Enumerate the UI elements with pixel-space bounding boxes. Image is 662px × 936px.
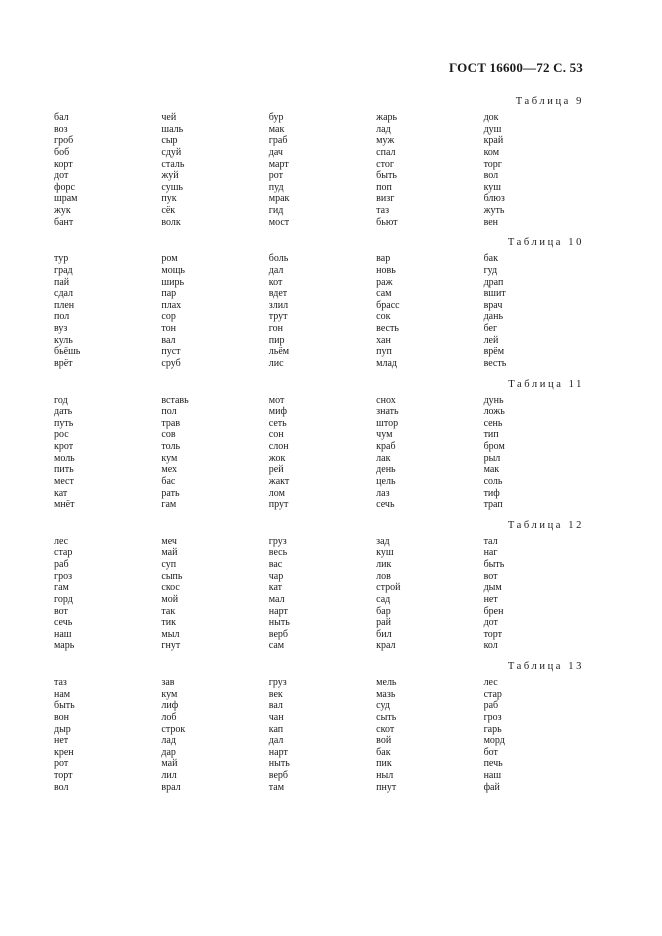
- table-cell: строй: [376, 582, 401, 594]
- table-cell: мест: [54, 475, 74, 487]
- table-cell: вот: [54, 605, 68, 617]
- table-column: [269, 253, 376, 369]
- table-cell: сруб: [161, 357, 181, 369]
- table-cell: гам: [54, 582, 69, 594]
- table-cell: рай: [376, 617, 391, 629]
- table-cell: суд: [376, 700, 390, 712]
- table-cell: пуст: [161, 346, 181, 358]
- table-cell: путь: [54, 417, 74, 429]
- table-cell: тур: [54, 253, 69, 265]
- word-table: [54, 378, 584, 511]
- table-cell: стог: [376, 158, 394, 170]
- table-column: [376, 395, 483, 511]
- table-cell: шаль: [161, 123, 184, 135]
- table-grid: [54, 112, 591, 228]
- table-cell: лов: [376, 570, 391, 582]
- table-cell: сыр: [161, 135, 178, 147]
- table-cell: вшит: [483, 288, 506, 300]
- table-cell: нет: [54, 735, 69, 747]
- table-cell: жуть: [483, 205, 505, 216]
- table-cell: рей: [268, 464, 284, 476]
- table-column: [269, 112, 376, 228]
- table-cell: спал: [376, 146, 396, 158]
- table-cell: мрак: [268, 193, 290, 205]
- table-cell: жук: [54, 205, 71, 216]
- table-cell: ложь: [483, 406, 505, 418]
- table-cell: тип: [483, 429, 499, 441]
- table-cell: тик: [161, 617, 176, 629]
- table-cell: нарт: [268, 605, 288, 617]
- table-cell: мнёт: [54, 499, 75, 511]
- table-cell: раб: [54, 559, 69, 570]
- table-cell: сад: [376, 593, 391, 605]
- table-cell: рыл: [483, 452, 501, 464]
- table-cell: вал: [268, 700, 283, 712]
- word-table: [54, 660, 584, 793]
- table-cell: рос: [54, 429, 69, 441]
- table-cell: плен: [54, 299, 75, 311]
- word-table: [54, 236, 584, 369]
- table-cell: жарь: [376, 112, 398, 123]
- table-cell: пол: [54, 311, 70, 323]
- table-cell: муж: [376, 135, 395, 147]
- table-cell: кум: [161, 688, 178, 700]
- table-cell: пуд: [268, 181, 284, 193]
- table-column: [54, 677, 161, 793]
- table-cell: торг: [483, 158, 502, 170]
- table-cell: век: [268, 688, 283, 700]
- table-cell: марь: [54, 640, 75, 652]
- table-cell: пол: [161, 406, 177, 418]
- word-table: [54, 519, 584, 652]
- table-cell: поп: [376, 181, 392, 193]
- table-column: [376, 536, 483, 652]
- table-cell: стар: [483, 688, 502, 700]
- table-column: [269, 395, 376, 511]
- table-cell: сечь: [54, 617, 73, 629]
- table-cell: вал: [161, 334, 176, 346]
- table-cell: млад: [376, 357, 398, 369]
- table-column: [376, 112, 483, 228]
- table-cell: пай: [54, 276, 70, 288]
- table-column: [54, 395, 161, 511]
- table-cell: дыр: [54, 723, 71, 735]
- table-cell: кум: [161, 452, 178, 464]
- table-cell: сыть: [376, 711, 397, 723]
- table-cell: строк: [161, 723, 186, 735]
- table-cell: чан: [268, 711, 284, 723]
- table-cell: наг: [483, 547, 498, 559]
- table-cell: наш: [54, 628, 72, 640]
- table-cell: блюз: [483, 193, 505, 205]
- table-cell: пар: [161, 288, 177, 300]
- table-cell: гроб: [54, 135, 74, 147]
- table-cell: трут: [268, 311, 288, 323]
- table-cell: кот: [268, 276, 283, 288]
- table-column: [269, 677, 376, 793]
- table-cell: бант: [54, 216, 74, 228]
- table-cell: май: [161, 547, 178, 559]
- table-cell: гуд: [483, 264, 498, 276]
- table-cell: бас: [161, 475, 176, 487]
- table-cell: лад: [161, 735, 176, 747]
- table-cell: гарь: [483, 723, 502, 735]
- table-cell: пуп: [376, 346, 392, 358]
- table-cell: прут: [268, 499, 289, 511]
- table-cell: кат: [54, 487, 68, 499]
- table-cell: чей: [161, 112, 177, 123]
- table-cell: брасс: [376, 299, 400, 311]
- table-cell: вставь: [161, 394, 189, 406]
- table-cell: сдуй: [161, 146, 182, 158]
- table-cell: гроз: [483, 711, 502, 723]
- table-cell: сыпь: [161, 570, 183, 582]
- table-cell: мель: [376, 677, 397, 688]
- table-cell: хан: [376, 334, 391, 346]
- table-cell: дал: [268, 264, 284, 276]
- table-cell: лик: [376, 559, 392, 570]
- table-cell: пик: [376, 758, 392, 770]
- table-cell: тиф: [483, 487, 500, 499]
- table-cell: корт: [54, 158, 73, 170]
- table-cell: ширь: [161, 276, 185, 288]
- table-title: Таблица 13: [507, 661, 584, 672]
- table-cell: сдал: [54, 288, 74, 300]
- table-cell: бег: [483, 323, 498, 334]
- table-cell: бил: [376, 628, 392, 640]
- table-cell: куль: [54, 334, 73, 346]
- table-cell: сон: [268, 429, 284, 441]
- table-cell: бар: [376, 605, 391, 617]
- table-cell: вон: [54, 711, 70, 723]
- table-cell: лак: [376, 452, 391, 464]
- table-cell: сам: [376, 288, 392, 300]
- table-cell: пук: [161, 193, 177, 205]
- table-cell: мал: [268, 593, 285, 605]
- table-cell: лаз: [376, 487, 390, 499]
- table-cell: мак: [483, 464, 500, 476]
- table-cell: груз: [268, 677, 287, 688]
- table-cell: граб: [268, 135, 288, 147]
- table-column: [161, 253, 268, 369]
- table-cell: боль: [268, 253, 289, 265]
- table-cell: май: [161, 758, 178, 770]
- table-cell: гон: [268, 323, 283, 334]
- table-cell: горд: [54, 593, 73, 605]
- table-cell: раб: [483, 700, 499, 712]
- table-cell: сов: [161, 429, 176, 441]
- table-cell: весть: [483, 357, 507, 369]
- table-cell: жуй: [161, 170, 179, 182]
- table-column: [161, 112, 268, 228]
- table-cell: бур: [268, 112, 284, 123]
- table-cell: ром: [161, 253, 178, 265]
- table-cell: краб: [376, 441, 396, 452]
- table-cell: душ: [483, 123, 502, 135]
- table-cell: мой: [161, 593, 179, 605]
- table-cell: знать: [376, 406, 399, 418]
- table-cell: лис: [268, 357, 284, 369]
- table-cell: миф: [268, 406, 287, 418]
- table-cell: бак: [376, 746, 391, 758]
- table-cell: март: [268, 158, 289, 170]
- table-cell: там: [268, 781, 285, 793]
- table-cell: нарт: [268, 746, 288, 758]
- table-cell: снох: [376, 394, 396, 406]
- table-cell: док: [483, 112, 499, 123]
- table-column: [484, 112, 591, 228]
- table-cell: сок: [376, 311, 391, 323]
- table-cell: крен: [54, 746, 74, 758]
- table-cell: нет: [483, 593, 498, 605]
- table-cell: стар: [54, 547, 73, 559]
- table-cell: весть: [376, 323, 399, 334]
- table-cell: дар: [161, 746, 176, 758]
- table-cell: вар: [376, 253, 391, 265]
- tables-container: [54, 95, 584, 801]
- table-cell: сёк: [161, 205, 176, 216]
- table-cell: вас: [268, 559, 283, 570]
- table-cell: драп: [483, 276, 504, 288]
- table-cell: мыл: [161, 628, 180, 640]
- table-cell: дать: [54, 406, 73, 418]
- table-cell: суп: [161, 559, 177, 570]
- table-cell: груз: [268, 535, 287, 547]
- table-cell: сечь: [376, 499, 395, 511]
- table-cell: врал: [161, 781, 181, 793]
- table-cell: скот: [376, 723, 395, 735]
- table-cell: фай: [483, 781, 500, 793]
- table-cell: таз: [54, 677, 67, 688]
- table-cell: пнут: [376, 781, 397, 793]
- table-cell: бром: [483, 441, 505, 452]
- table-cell: боб: [54, 146, 70, 158]
- table-cell: вуз: [54, 323, 68, 334]
- table-cell: так: [161, 605, 176, 617]
- table-cell: рот: [54, 758, 69, 770]
- table-cell: кол: [483, 640, 498, 652]
- table-cell: верб: [268, 770, 288, 781]
- table-cell: меч: [161, 535, 177, 547]
- table-cell: трап: [483, 499, 503, 511]
- table-cell: скос: [161, 582, 180, 594]
- table-cell: тал: [483, 535, 498, 547]
- table-cell: крот: [54, 441, 74, 452]
- table-cell: наш: [483, 770, 502, 781]
- table-cell: морд: [483, 735, 505, 747]
- table-cell: бьёшь: [54, 346, 81, 358]
- table-cell: торт: [54, 770, 73, 781]
- table-cell: мост: [268, 216, 290, 228]
- table-cell: моль: [54, 452, 75, 464]
- table-cell: дань: [483, 311, 504, 323]
- table-column: [376, 253, 483, 369]
- table-column: [269, 536, 376, 652]
- table-cell: лом: [268, 487, 285, 499]
- table-cell: пир: [268, 334, 285, 346]
- table-cell: слон: [268, 441, 289, 452]
- table-cell: жок: [268, 452, 286, 464]
- table-cell: сталь: [161, 158, 185, 170]
- table-cell: лад: [376, 123, 391, 135]
- table-cell: лес: [54, 535, 69, 547]
- table-cell: мазь: [376, 688, 396, 700]
- table-cell: мех: [161, 464, 178, 476]
- table-cell: вдет: [268, 288, 288, 300]
- table-cell: ныть: [268, 617, 290, 629]
- table-cell: жакт: [268, 475, 290, 487]
- table-cell: куш: [483, 181, 501, 193]
- table-column: [161, 395, 268, 511]
- table-cell: дал: [268, 735, 284, 747]
- table-cell: бал: [54, 112, 69, 123]
- table-cell: быть: [483, 559, 505, 570]
- table-title: Таблица 10: [507, 237, 584, 249]
- table-cell: ком: [483, 146, 500, 158]
- table-grid: [54, 253, 591, 369]
- table-cell: пить: [54, 464, 74, 476]
- table-cell: гнут: [161, 640, 181, 652]
- table-cell: нам: [54, 688, 71, 700]
- table-cell: лил: [161, 770, 177, 781]
- table-column: [54, 253, 161, 369]
- table-cell: куш: [376, 547, 394, 559]
- table-cell: новь: [376, 264, 396, 276]
- table-column: [484, 253, 591, 369]
- page-header: ГОСТ 16600—72 С. 53: [449, 60, 583, 75]
- table-cell: весь: [268, 547, 288, 559]
- table-cell: дым: [483, 582, 502, 594]
- table-cell: дот: [483, 617, 498, 629]
- table-cell: бот: [483, 746, 498, 758]
- table-cell: врач: [483, 299, 503, 311]
- table-cell: плах: [161, 299, 182, 311]
- table-column: [484, 536, 591, 652]
- table-grid: [54, 677, 591, 793]
- table-cell: чум: [376, 429, 393, 441]
- table-cell: лей: [483, 334, 499, 346]
- table-cell: тон: [161, 323, 176, 334]
- table-cell: трав: [161, 417, 181, 429]
- table-title: Таблица 12: [507, 519, 584, 531]
- word-table: [54, 95, 584, 228]
- table-cell: дунь: [483, 394, 504, 406]
- table-cell: град: [54, 264, 73, 276]
- table-cell: штор: [376, 417, 399, 429]
- table-column: [54, 112, 161, 228]
- table-cell: бьют: [376, 216, 398, 228]
- table-cell: ныл: [376, 770, 394, 781]
- table-cell: край: [483, 135, 504, 147]
- table-cell: гам: [161, 499, 177, 511]
- table-grid: [54, 536, 591, 652]
- table-cell: ныть: [268, 758, 290, 770]
- table-cell: сор: [161, 311, 176, 323]
- table-cell: день: [376, 464, 396, 476]
- table-cell: сеть: [268, 417, 287, 429]
- table-cell: гид: [268, 205, 284, 216]
- table-cell: мощь: [161, 264, 185, 276]
- table-cell: шрам: [54, 193, 78, 205]
- table-column: [484, 395, 591, 511]
- table-cell: год: [54, 394, 68, 406]
- table-cell: вол: [54, 781, 69, 793]
- table-cell: сень: [483, 417, 503, 429]
- table-cell: быть: [54, 700, 75, 712]
- table-cell: гроз: [54, 570, 73, 582]
- table-cell: цель: [376, 475, 396, 487]
- table-cell: сушь: [161, 181, 183, 193]
- table-cell: чар: [268, 570, 284, 582]
- table-column: [161, 677, 268, 793]
- table-cell: лиф: [161, 700, 179, 712]
- table-cell: печь: [483, 758, 503, 770]
- table-cell: зад: [376, 535, 390, 547]
- table-cell: форс: [54, 181, 75, 193]
- table-cell: соль: [483, 475, 503, 487]
- table-grid: [54, 395, 591, 511]
- table-cell: вой: [376, 735, 392, 747]
- table-cell: льём: [268, 346, 290, 358]
- table-cell: рать: [161, 487, 180, 499]
- table-cell: воз: [54, 123, 68, 135]
- table-cell: вен: [483, 216, 499, 228]
- table-cell: вот: [483, 570, 498, 582]
- table-cell: раж: [376, 276, 393, 288]
- table-cell: торт: [483, 628, 503, 640]
- table-cell: кап: [268, 723, 284, 735]
- table-cell: врём: [483, 346, 505, 358]
- table-cell: визг: [376, 193, 395, 205]
- table-cell: лоб: [161, 711, 177, 723]
- table-cell: лес: [483, 677, 498, 688]
- table-column: [376, 677, 483, 793]
- table-cell: сам: [268, 640, 285, 652]
- table-cell: крал: [376, 640, 396, 652]
- table-cell: злил: [268, 299, 289, 311]
- table-cell: бак: [483, 253, 498, 265]
- table-cell: брен: [483, 605, 504, 617]
- table-cell: кат: [268, 582, 283, 594]
- table-cell: верб: [268, 628, 288, 640]
- table-cell: мак: [268, 123, 285, 135]
- table-cell: волк: [161, 216, 181, 228]
- table-cell: толь: [161, 441, 181, 452]
- table-column: [161, 536, 268, 652]
- table-cell: быть: [376, 170, 397, 182]
- table-cell: мот: [268, 394, 285, 406]
- table-cell: зав: [161, 677, 175, 688]
- table-cell: вол: [483, 170, 499, 182]
- table-column: [54, 536, 161, 652]
- table-cell: таз: [376, 205, 390, 216]
- table-cell: врёт: [54, 357, 73, 369]
- table-cell: дот: [54, 170, 69, 182]
- table-column: [484, 677, 591, 793]
- table-title: Таблица 11: [508, 378, 584, 390]
- table-cell: дач: [268, 146, 283, 158]
- table-title: Таблица 9: [515, 96, 584, 107]
- table-cell: рот: [268, 170, 284, 182]
